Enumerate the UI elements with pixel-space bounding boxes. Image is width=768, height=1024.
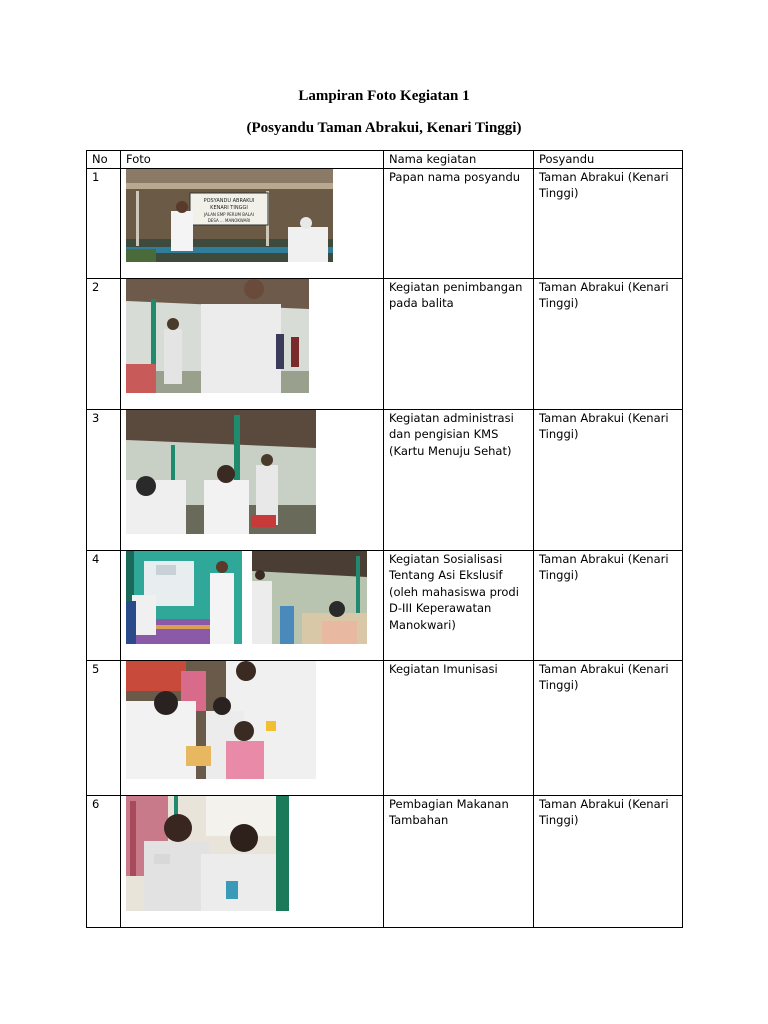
photo-weighing [126, 279, 309, 393]
table-header-row [87, 151, 683, 169]
sign-line-4: DESA ... MANOKWARI [207, 217, 251, 223]
photo-administration [126, 410, 316, 534]
posyandu-name: Taman Abrakui (Kenari Tinggi) [534, 795, 683, 927]
table-row [87, 409, 683, 550]
table-row [87, 168, 683, 278]
table-row [87, 550, 683, 660]
column-header-foto: Foto [121, 151, 384, 169]
activity-name: Pembagian Makanan Tambahan [384, 795, 534, 927]
activity-name: Kegiatan penimbangan pada balita [384, 278, 534, 409]
photo-cell [121, 660, 384, 795]
column-header-no: No [87, 151, 121, 169]
photo-socialization-2 [252, 551, 367, 644]
photo-cell [121, 278, 384, 409]
photo-socialization-1 [126, 551, 242, 644]
activity-name: Kegiatan Sosialisasi Tentang Asi Ekslusif (oleh mahasiswa prodi D-III Keperawatan Manokwari) [384, 550, 534, 660]
posyandu-name: Taman Abrakui (Kenari Tinggi) [534, 660, 683, 795]
sign-line-1: POSYANDU ABRAKUI [203, 197, 255, 204]
row-number: 4 [87, 550, 121, 660]
posyandu-name: Taman Abrakui (Kenari Tinggi) [534, 550, 683, 660]
photo-immunization [126, 661, 316, 779]
table-row [87, 278, 683, 409]
row-number: 2 [87, 278, 121, 409]
photo-cell [121, 795, 384, 927]
row-number: 3 [87, 409, 121, 550]
photo-pair [126, 551, 378, 644]
page-title: Lampiran Foto Kegiatan 1 [298, 88, 470, 104]
photo-cell [121, 168, 384, 278]
row-number: 1 [87, 168, 121, 278]
table-row [87, 660, 683, 795]
activity-name: Kegiatan Imunisasi [384, 660, 534, 795]
activity-table [86, 150, 683, 928]
table-row [87, 795, 683, 927]
column-header-posyandu: Posyandu [534, 151, 683, 169]
posyandu-name: Taman Abrakui (Kenari Tinggi) [534, 168, 683, 278]
posyandu-name: Taman Abrakui (Kenari Tinggi) [534, 409, 683, 550]
row-number: 5 [87, 660, 121, 795]
photo-food-distribution [126, 796, 289, 911]
page-subtitle: (Posyandu Taman Abrakui, Kenari Tinggi) [246, 120, 522, 136]
row-number: 6 [87, 795, 121, 927]
photo-cell [121, 550, 384, 660]
sign-line-2: KENARI TINGGI [210, 204, 248, 211]
sign-line-3: JALAN EMP PERUM BALAI [204, 211, 254, 217]
activity-name: Kegiatan administrasi dan pengisian KMS (Kartu Menuju Sehat) [384, 409, 534, 550]
photo-signboard [126, 169, 333, 262]
posyandu-name: Taman Abrakui (Kenari Tinggi) [534, 278, 683, 409]
photo-cell [121, 409, 384, 550]
activity-name: Papan nama posyandu [384, 168, 534, 278]
column-header-nama-kegiatan: Nama kegiatan [384, 151, 534, 169]
